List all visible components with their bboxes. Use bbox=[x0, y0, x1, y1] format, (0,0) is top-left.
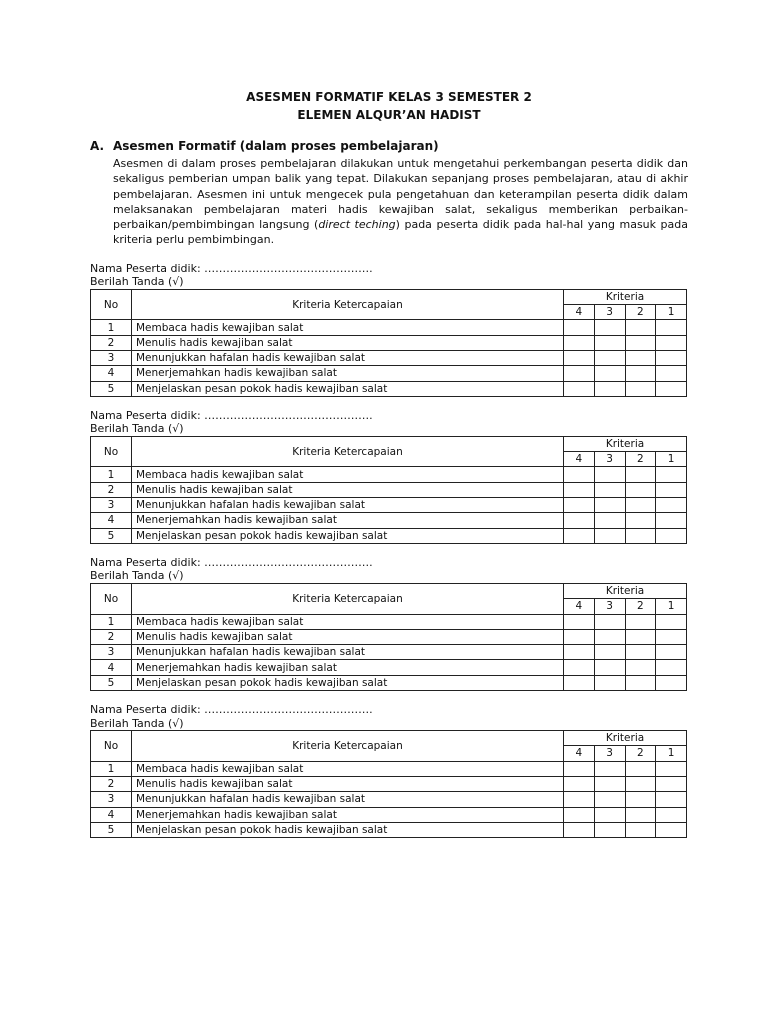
row-number: 3 bbox=[91, 498, 132, 513]
tick-cell-score-2[interactable] bbox=[625, 467, 656, 482]
tick-cell-score-2[interactable] bbox=[625, 822, 656, 837]
tick-cell-score-3[interactable] bbox=[594, 807, 625, 822]
document-page bbox=[90, 88, 688, 850]
row-number: 4 bbox=[91, 660, 132, 675]
section-letter: A. bbox=[90, 139, 105, 153]
tick-cell-score-3[interactable] bbox=[594, 792, 625, 807]
tick-cell-score-2[interactable] bbox=[625, 335, 656, 350]
score-header-2: 2 bbox=[625, 746, 656, 761]
row-number: 5 bbox=[91, 381, 132, 396]
tick-cell-score-4[interactable] bbox=[564, 320, 595, 335]
table-row bbox=[91, 335, 687, 350]
criteria-text: Menerjemahkan hadis kewajiban salat bbox=[132, 513, 564, 528]
table-row bbox=[91, 366, 687, 381]
tick-cell-score-3[interactable] bbox=[594, 350, 625, 365]
tick-cell-score-2[interactable] bbox=[625, 614, 656, 629]
column-header-criteria: Kriteria Ketercapaian bbox=[132, 436, 564, 467]
tick-cell-score-4[interactable] bbox=[564, 645, 595, 660]
tick-cell-score-4[interactable] bbox=[564, 513, 595, 528]
tick-cell-score-3[interactable] bbox=[594, 381, 625, 396]
assessment-block bbox=[90, 556, 688, 691]
tick-cell-score-3[interactable] bbox=[594, 629, 625, 644]
column-header-no: No bbox=[91, 731, 132, 762]
tick-cell-score-4[interactable] bbox=[564, 807, 595, 822]
criteria-table bbox=[90, 436, 687, 544]
score-header-1: 1 bbox=[656, 599, 687, 614]
tick-cell-score-1[interactable] bbox=[656, 776, 687, 791]
tick-cell-score-1[interactable] bbox=[656, 467, 687, 482]
score-header-4: 4 bbox=[564, 746, 595, 761]
criteria-text: Menulis hadis kewajiban salat bbox=[132, 776, 564, 791]
row-number: 2 bbox=[91, 776, 132, 791]
paragraph-part2: ) pada peserta didik pada hal-hal yang masuk pada kriteria perlu pembimbingan. bbox=[113, 218, 688, 247]
row-number: 2 bbox=[91, 482, 132, 497]
tick-instruction: Berilah Tanda (√) bbox=[90, 569, 184, 583]
tick-cell-score-1[interactable] bbox=[656, 320, 687, 335]
column-header-kriteria-group: Kriteria bbox=[564, 583, 687, 598]
paragraph-part1: Asesmen di dalam proses pembelajaran dilakukan untuk mengetahui perkembangan peserta didik dan sekaligus pemberian umpan balik yang tepat. Dilakukan sepanjang proses pembelajaran, atau di akhir pembelajaran. Asesmen ini untuk mengecek pula pengetahuan dan keterampilan peserta didik dalam melaksanakan pembelajaran materi hadis kewajiban salat, sekaligus memberikan perbaikan-perbaikan/pembimbingan langsung ( bbox=[113, 157, 688, 232]
criteria-text: Menerjemahkan hadis kewajiban salat bbox=[132, 807, 564, 822]
tick-cell-score-3[interactable] bbox=[594, 482, 625, 497]
paragraph-italic: direct teching bbox=[318, 218, 396, 232]
criteria-text: Menulis hadis kewajiban salat bbox=[132, 482, 564, 497]
tick-cell-score-2[interactable] bbox=[625, 776, 656, 791]
table-header-row bbox=[91, 436, 687, 451]
row-number: 4 bbox=[91, 807, 132, 822]
row-number: 3 bbox=[91, 350, 132, 365]
tick-cell-score-1[interactable] bbox=[656, 335, 687, 350]
section-heading-text: Asesmen Formatif (dalam proses pembelajaran) bbox=[113, 139, 439, 153]
score-header-1: 1 bbox=[656, 452, 687, 467]
tick-cell-score-1[interactable] bbox=[656, 629, 687, 644]
tick-cell-score-3[interactable] bbox=[594, 320, 625, 335]
criteria-text: Menulis hadis kewajiban salat bbox=[132, 335, 564, 350]
table-row bbox=[91, 660, 687, 675]
document-title-line2: ELEMEN ALQUR’AN HADIST bbox=[297, 108, 481, 122]
tick-cell-score-4[interactable] bbox=[564, 335, 595, 350]
criteria-text: Membaca hadis kewajiban salat bbox=[132, 761, 564, 776]
tick-cell-score-1[interactable] bbox=[656, 645, 687, 660]
tick-cell-score-4[interactable] bbox=[564, 792, 595, 807]
tick-cell-score-4[interactable] bbox=[564, 498, 595, 513]
tick-cell-score-3[interactable] bbox=[594, 675, 625, 690]
tick-cell-score-3[interactable] bbox=[594, 614, 625, 629]
table-row bbox=[91, 776, 687, 791]
tick-cell-score-2[interactable] bbox=[625, 482, 656, 497]
tick-instruction: Berilah Tanda (√) bbox=[90, 275, 184, 289]
column-header-kriteria-group: Kriteria bbox=[564, 289, 687, 304]
tick-cell-score-2[interactable] bbox=[625, 381, 656, 396]
score-header-2: 2 bbox=[625, 452, 656, 467]
criteria-table bbox=[90, 289, 687, 397]
tick-instruction: Berilah Tanda (√) bbox=[90, 422, 184, 436]
tick-cell-score-3[interactable] bbox=[594, 645, 625, 660]
score-header-4: 4 bbox=[564, 452, 595, 467]
row-number: 5 bbox=[91, 528, 132, 543]
tick-cell-score-2[interactable] bbox=[625, 761, 656, 776]
tick-cell-score-3[interactable] bbox=[594, 513, 625, 528]
table-row bbox=[91, 807, 687, 822]
criteria-text: Membaca hadis kewajiban salat bbox=[132, 320, 564, 335]
row-number: 1 bbox=[91, 761, 132, 776]
tick-cell-score-1[interactable] bbox=[656, 482, 687, 497]
score-header-3: 3 bbox=[594, 746, 625, 761]
criteria-text: Menjelaskan pesan pokok hadis kewajiban salat bbox=[132, 528, 564, 543]
tick-cell-score-3[interactable] bbox=[594, 528, 625, 543]
column-header-criteria: Kriteria Ketercapaian bbox=[132, 289, 564, 320]
tick-cell-score-4[interactable] bbox=[564, 761, 595, 776]
tick-cell-score-3[interactable] bbox=[594, 467, 625, 482]
assessment-block bbox=[90, 703, 688, 838]
tick-cell-score-1[interactable] bbox=[656, 614, 687, 629]
column-header-kriteria-group: Kriteria bbox=[564, 436, 687, 451]
table-row bbox=[91, 761, 687, 776]
tick-cell-score-4[interactable] bbox=[564, 482, 595, 497]
score-header-3: 3 bbox=[594, 599, 625, 614]
table-row bbox=[91, 381, 687, 396]
tick-cell-score-2[interactable] bbox=[625, 675, 656, 690]
table-row bbox=[91, 675, 687, 690]
tick-cell-score-1[interactable] bbox=[656, 761, 687, 776]
tick-cell-score-2[interactable] bbox=[625, 645, 656, 660]
row-number: 3 bbox=[91, 792, 132, 807]
row-number: 1 bbox=[91, 614, 132, 629]
criteria-text: Menunjukkan hafalan hadis kewajiban salat bbox=[132, 350, 564, 365]
tick-cell-score-4[interactable] bbox=[564, 660, 595, 675]
criteria-text: Menjelaskan pesan pokok hadis kewajiban salat bbox=[132, 381, 564, 396]
criteria-text: Membaca hadis kewajiban salat bbox=[132, 467, 564, 482]
table-row bbox=[91, 645, 687, 660]
student-name-line: Nama Peserta didik: ………………………………………. bbox=[90, 261, 373, 275]
student-name-line: Nama Peserta didik: ………………………………………. bbox=[90, 408, 373, 422]
column-header-no: No bbox=[91, 436, 132, 467]
criteria-text: Menunjukkan hafalan hadis kewajiban salat bbox=[132, 498, 564, 513]
tick-cell-score-2[interactable] bbox=[625, 498, 656, 513]
table-row bbox=[91, 498, 687, 513]
criteria-text: Menunjukkan hafalan hadis kewajiban salat bbox=[132, 792, 564, 807]
column-header-no: No bbox=[91, 289, 132, 320]
tick-cell-score-4[interactable] bbox=[564, 614, 595, 629]
tick-cell-score-1[interactable] bbox=[656, 366, 687, 381]
tick-cell-score-3[interactable] bbox=[594, 776, 625, 791]
document-title-line1: ASESMEN FORMATIF KELAS 3 SEMESTER 2 bbox=[246, 90, 532, 104]
tick-cell-score-4[interactable] bbox=[564, 822, 595, 837]
criteria-text: Menerjemahkan hadis kewajiban salat bbox=[132, 660, 564, 675]
score-header-2: 2 bbox=[625, 599, 656, 614]
table-row bbox=[91, 482, 687, 497]
table-row bbox=[91, 320, 687, 335]
criteria-text: Menjelaskan pesan pokok hadis kewajiban salat bbox=[132, 822, 564, 837]
tick-cell-score-1[interactable] bbox=[656, 675, 687, 690]
tick-cell-score-1[interactable] bbox=[656, 807, 687, 822]
tick-cell-score-4[interactable] bbox=[564, 629, 595, 644]
row-number: 5 bbox=[91, 822, 132, 837]
student-name-line: Nama Peserta didik: ………………………………………. bbox=[90, 555, 373, 569]
tick-cell-score-1[interactable] bbox=[656, 660, 687, 675]
table-row bbox=[91, 629, 687, 644]
tick-cell-score-4[interactable] bbox=[564, 366, 595, 381]
row-number: 4 bbox=[91, 513, 132, 528]
criteria-table bbox=[90, 730, 687, 838]
column-header-criteria: Kriteria Ketercapaian bbox=[132, 731, 564, 762]
tick-cell-score-4[interactable] bbox=[564, 467, 595, 482]
score-header-1: 1 bbox=[656, 746, 687, 761]
tick-cell-score-4[interactable] bbox=[564, 381, 595, 396]
row-number: 1 bbox=[91, 467, 132, 482]
table-header-row bbox=[91, 583, 687, 598]
criteria-text: Menerjemahkan hadis kewajiban salat bbox=[132, 366, 564, 381]
row-number: 2 bbox=[91, 629, 132, 644]
tick-cell-score-1[interactable] bbox=[656, 498, 687, 513]
table-header-row bbox=[91, 289, 687, 304]
student-name-line: Nama Peserta didik: ………………………………………. bbox=[90, 703, 373, 717]
tick-cell-score-2[interactable] bbox=[625, 660, 656, 675]
section-heading bbox=[90, 138, 688, 154]
tick-cell-score-2[interactable] bbox=[625, 807, 656, 822]
tick-instruction: Berilah Tanda (√) bbox=[90, 716, 184, 730]
score-header-3: 3 bbox=[594, 452, 625, 467]
score-header-4: 4 bbox=[564, 305, 595, 320]
criteria-table bbox=[90, 583, 687, 691]
tick-cell-score-1[interactable] bbox=[656, 822, 687, 837]
table-header-row bbox=[91, 731, 687, 746]
tick-cell-score-2[interactable] bbox=[625, 513, 656, 528]
table-row bbox=[91, 614, 687, 629]
column-header-kriteria-group: Kriteria bbox=[564, 731, 687, 746]
score-header-4: 4 bbox=[564, 599, 595, 614]
score-header-2: 2 bbox=[625, 305, 656, 320]
assessment-block bbox=[90, 262, 688, 397]
tick-cell-score-3[interactable] bbox=[594, 498, 625, 513]
column-header-criteria: Kriteria Ketercapaian bbox=[132, 583, 564, 614]
tick-cell-score-1[interactable] bbox=[656, 513, 687, 528]
criteria-text: Menjelaskan pesan pokok hadis kewajiban salat bbox=[132, 675, 564, 690]
tick-cell-score-4[interactable] bbox=[564, 675, 595, 690]
tick-cell-score-2[interactable] bbox=[625, 792, 656, 807]
tick-cell-score-3[interactable] bbox=[594, 822, 625, 837]
tick-cell-score-3[interactable] bbox=[594, 761, 625, 776]
column-header-no: No bbox=[91, 583, 132, 614]
tick-cell-score-3[interactable] bbox=[594, 660, 625, 675]
tick-cell-score-2[interactable] bbox=[625, 366, 656, 381]
row-number: 5 bbox=[91, 675, 132, 690]
tick-cell-score-1[interactable] bbox=[656, 350, 687, 365]
table-row bbox=[91, 467, 687, 482]
tick-cell-score-2[interactable] bbox=[625, 350, 656, 365]
score-header-3: 3 bbox=[594, 305, 625, 320]
tick-cell-score-2[interactable] bbox=[625, 629, 656, 644]
table-row bbox=[91, 822, 687, 837]
tick-cell-score-4[interactable] bbox=[564, 528, 595, 543]
assessment-block bbox=[90, 409, 688, 544]
assessment-blocks bbox=[90, 262, 688, 838]
tick-cell-score-1[interactable] bbox=[656, 528, 687, 543]
score-header-1: 1 bbox=[656, 305, 687, 320]
tick-cell-score-1[interactable] bbox=[656, 792, 687, 807]
table-row bbox=[91, 792, 687, 807]
tick-cell-score-1[interactable] bbox=[656, 381, 687, 396]
tick-cell-score-2[interactable] bbox=[625, 528, 656, 543]
criteria-text: Menunjukkan hafalan hadis kewajiban salat bbox=[132, 645, 564, 660]
row-number: 2 bbox=[91, 335, 132, 350]
table-row bbox=[91, 513, 687, 528]
table-row bbox=[91, 350, 687, 365]
row-number: 1 bbox=[91, 320, 132, 335]
tick-cell-score-3[interactable] bbox=[594, 335, 625, 350]
section-paragraph bbox=[113, 156, 688, 248]
criteria-text: Membaca hadis kewajiban salat bbox=[132, 614, 564, 629]
row-number: 3 bbox=[91, 645, 132, 660]
tick-cell-score-2[interactable] bbox=[625, 320, 656, 335]
tick-cell-score-4[interactable] bbox=[564, 776, 595, 791]
row-number: 4 bbox=[91, 366, 132, 381]
criteria-text: Menulis hadis kewajiban salat bbox=[132, 629, 564, 644]
table-row bbox=[91, 528, 687, 543]
tick-cell-score-3[interactable] bbox=[594, 366, 625, 381]
tick-cell-score-4[interactable] bbox=[564, 350, 595, 365]
